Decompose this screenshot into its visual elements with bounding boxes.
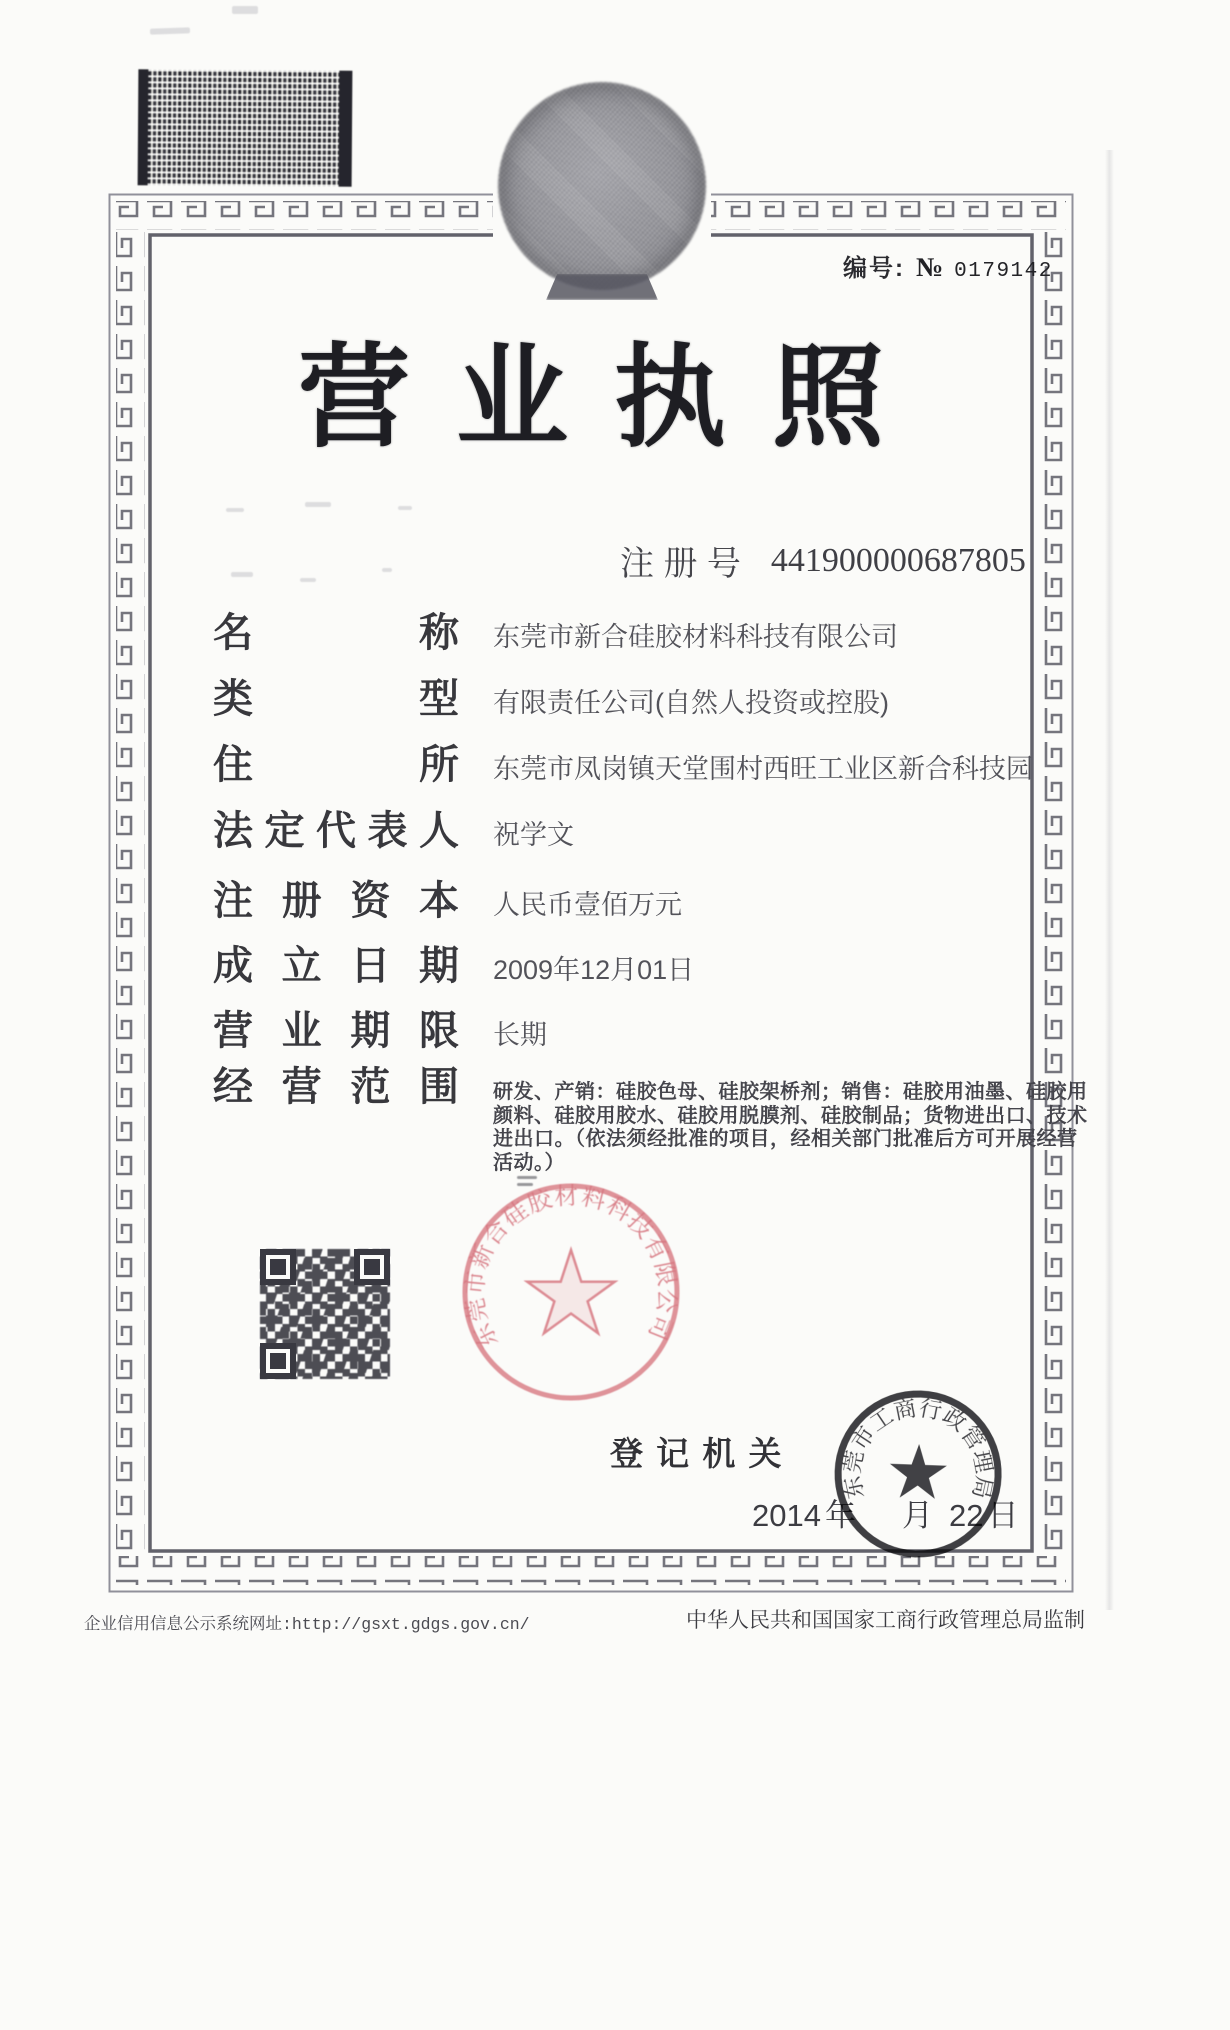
scan-artifact (231, 572, 253, 577)
date-year: 2014 (752, 1498, 821, 1533)
field-row-type (213, 678, 1091, 720)
field-row-registered-capital (213, 880, 1091, 922)
date-day: 22 (948, 1498, 984, 1533)
field-row-established-date (213, 945, 1091, 987)
field-row-address (213, 744, 1091, 786)
field-label: 名称 (213, 611, 459, 655)
scan-artifact (150, 27, 190, 34)
scan-artifact (382, 568, 392, 572)
field-value: 东莞市新合硅胶材料科技有限公司 (493, 622, 898, 652)
serial-label: 编号: (843, 255, 905, 282)
field-label: 营业期限 (213, 1009, 459, 1053)
qr-finder-top-right (354, 1249, 390, 1285)
field-value: 有限责任公司(自然人投资或控股) (493, 688, 889, 718)
serial-digits: 0179142 (954, 260, 1053, 283)
emblem-base (546, 274, 658, 300)
scan-artifact (232, 6, 258, 14)
field-value: 长期 (493, 1020, 547, 1050)
field-row-legal-representative (213, 810, 1091, 852)
scan-artifact (398, 506, 412, 510)
field-label: 类型 (213, 677, 459, 721)
scan-artifact (226, 508, 244, 512)
registration-number: 441900000687805 (770, 541, 1026, 579)
registrar-seal (825, 1381, 1011, 1572)
registrar-label: 登 记 机 关 (610, 1435, 784, 1472)
emblem-disc (498, 82, 706, 290)
scan-artifact (300, 578, 316, 582)
qr-finder-bottom-left (260, 1343, 296, 1379)
qr-finder-top-left (260, 1249, 296, 1285)
field-label: 住所 (213, 743, 459, 787)
scan-artifact (305, 502, 331, 507)
footer-issuer: 中华人民共和国国家工商行政管理总局监制 (686, 1609, 1085, 1632)
star-icon (527, 1250, 614, 1333)
barcode-icon (138, 69, 353, 186)
field-value: 东莞市凤岗镇天堂围村西旺工业区新合科技园 (493, 754, 1033, 784)
date-day-unit: 日 (987, 1498, 1019, 1533)
company-seal-text: 东莞市新合硅胶材料科技有限公司 (461, 1182, 681, 1353)
field-row-business-term (213, 1010, 1091, 1052)
field-value: 2009年12月01日 (493, 955, 695, 985)
field-row-business-scope (213, 1066, 1091, 1175)
field-label: 成立日期 (213, 944, 459, 988)
license-title: 营业执照 (298, 335, 930, 460)
registration-label: 注 册 号 (620, 545, 741, 583)
field-value: 研发、产销：硅胶色母、硅胶架桥剂；销售：硅胶用油墨、硅胶用颜料、硅胶用胶水、硅胶用脱膜剂、硅胶制品；货物进出口、技术进出口。（依法须经批准的项目，经相关部门批准后方可开展经营活动。） (493, 1081, 1088, 1174)
registration-number-row (620, 536, 1026, 585)
field-label: 经营范围 (213, 1065, 459, 1109)
star-icon (889, 1443, 948, 1499)
field-label: 注册资本 (213, 879, 459, 923)
national-emblem-icon (493, 76, 711, 306)
footer-publicity-url: 企业信用信息公示系统网址:http://gsxt.gdgs.gov.cn/ (84, 1615, 530, 1634)
registrar-seal-text: 东莞市工商行政管理局 (839, 1395, 997, 1502)
field-value: 祝学文 (493, 820, 574, 850)
company-seal (451, 1172, 691, 1417)
numero-sign: № (916, 252, 944, 282)
date-year-unit: 年 (824, 1498, 856, 1533)
date-month-unit: 月 (901, 1498, 933, 1533)
field-row-name (213, 612, 1091, 654)
scan-fold-shadow (1105, 150, 1114, 1610)
field-label: 法定代表人 (213, 809, 459, 853)
qr-code-icon (258, 1247, 392, 1381)
field-value: 人民币壹佰万元 (493, 890, 682, 920)
serial-number (843, 248, 1053, 283)
